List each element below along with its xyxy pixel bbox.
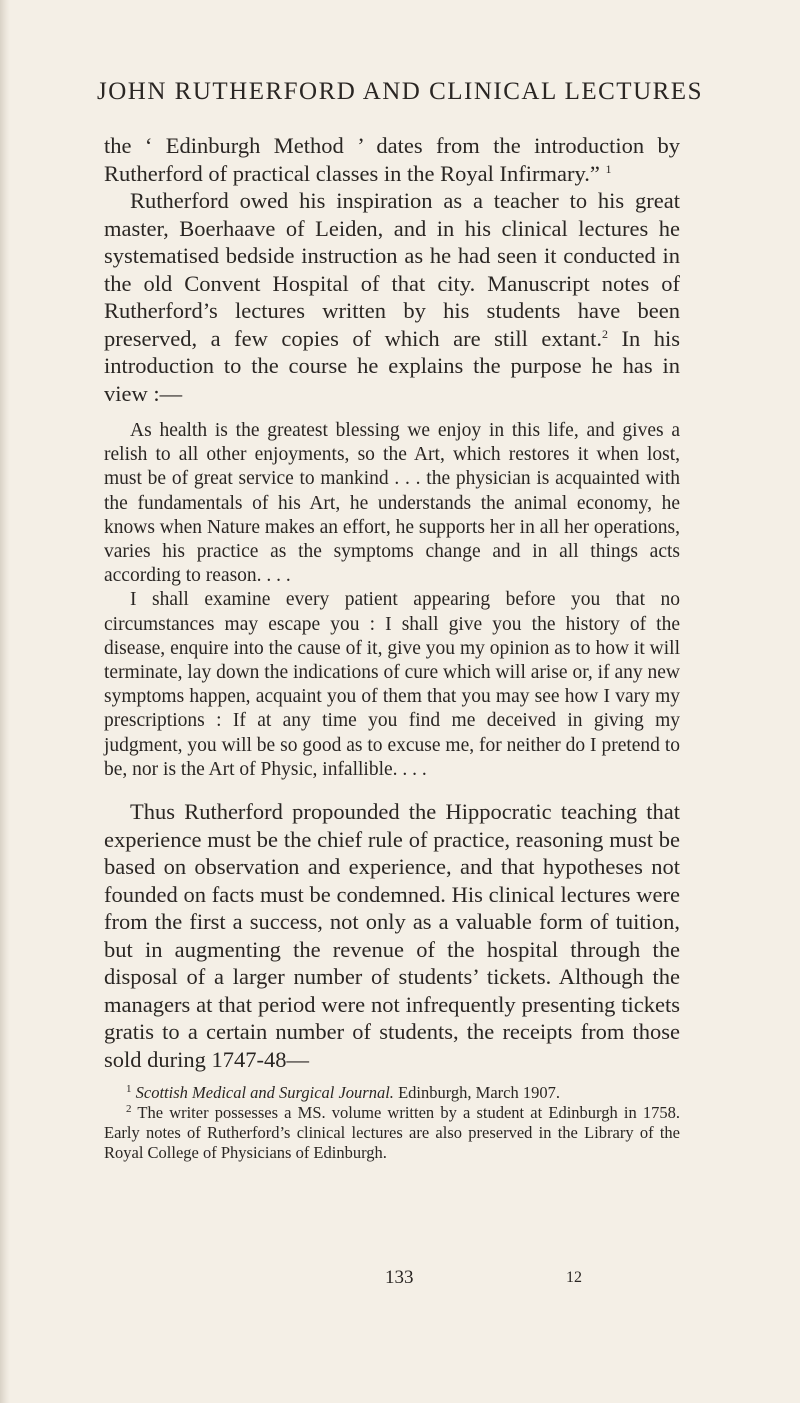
- paragraph-3: Thus Rutherford propounded the Hippocratic teaching that experience must be the chief rule of practice, reasoning must be based on observation and experience, and that hypotheses not founded on facts must be condemned. His clinical lectures were from the first a success, not only as a valuable form of tuition, but in augmenting the revenue of the hospital through the disposal of a larger number of students’ tickets. Although the managers at that period were not infrequently presenting tickets gratis to a certain number of students, the receipts from those sold during 1747-48—: [104, 799, 680, 1072]
- paragraph-1: [104, 132, 680, 187]
- footnote-2-text: The writer possesses a MS. volume written by a student at Edinburgh in 1758. Early notes of Rutherford’s clinical lectures are also preserved in the Library of the Royal College of Physicians of Edinburgh.: [104, 1103, 681, 1163]
- footnote-ref-2: 2: [601, 326, 608, 341]
- quotation-2: I shall examine every patient appearing before you that no circumstances may escape you : I shall give you the history of the disease, enquire into the cause of it, give you my opinion as to how it will terminate, lay down the indications of cure which will arise or, if any new symptoms happen, acquaint you of them that you may see how I vary my prescriptions : If at any time you find me deceived in giving my judgment, you will be so good as to excuse me, for neither do I pretend to be, nor is the Art of Physic, infallible. . . .: [104, 589, 680, 780]
- footnote-1: [104, 1083, 680, 1103]
- page-number: 133: [385, 1267, 414, 1288]
- footnote-ref-1: 1: [605, 161, 612, 176]
- footnote-2-mark: 2: [126, 1103, 132, 1116]
- footnote-2: [104, 1103, 680, 1163]
- running-head: JOHN RUTHERFORD AND CLINICAL LECTURES: [97, 78, 703, 105]
- footnotes: [104, 1083, 680, 1163]
- page-binding-edge: [0, 0, 10, 1403]
- signature-mark: 12: [566, 1269, 582, 1286]
- footnote-1-text: Edinburgh, March 1907.: [398, 1083, 560, 1103]
- paragraph-1-text: the ‘ Edinburgh Method ’ dates from the introduction by Rutherford of practical classes in the Royal Infirmary.”: [104, 133, 680, 186]
- footnote-1-title: Scottish Medical and Surgical Journal.: [135, 1083, 394, 1103]
- paragraph-2: [104, 187, 680, 407]
- quotation-1: As health is the greatest blessing we enjoy in this life, and gives a relish to all other enjoyments, so the Art, which restores it when lost, must be of great service to mankind . . . the physician is acquainted with the fundamentals of his Art, he understands the animal economy, he knows when Nature makes an effort, he supports her in all her operations, varies his practice as the symptoms change and in all things acts according to reason. . . .: [104, 420, 680, 587]
- footnote-1-mark: 1: [126, 1083, 132, 1096]
- text-block: [104, 132, 680, 1163]
- paragraph-2-text-b: In his introduction to the course he explains the purpose he has in view :—: [104, 325, 681, 406]
- paragraph-2-text-a: Rutherford owed his inspiration as a teacher to his great master, Boerhaave of Leiden, and in his clinical lectures he systematised bedside instruction as he had seen it conducted in the old Convent Hospital of that city. Manuscript notes of Rutherford’s lectures written by his students have been preserved, a few copies of which are still extant.: [104, 188, 680, 351]
